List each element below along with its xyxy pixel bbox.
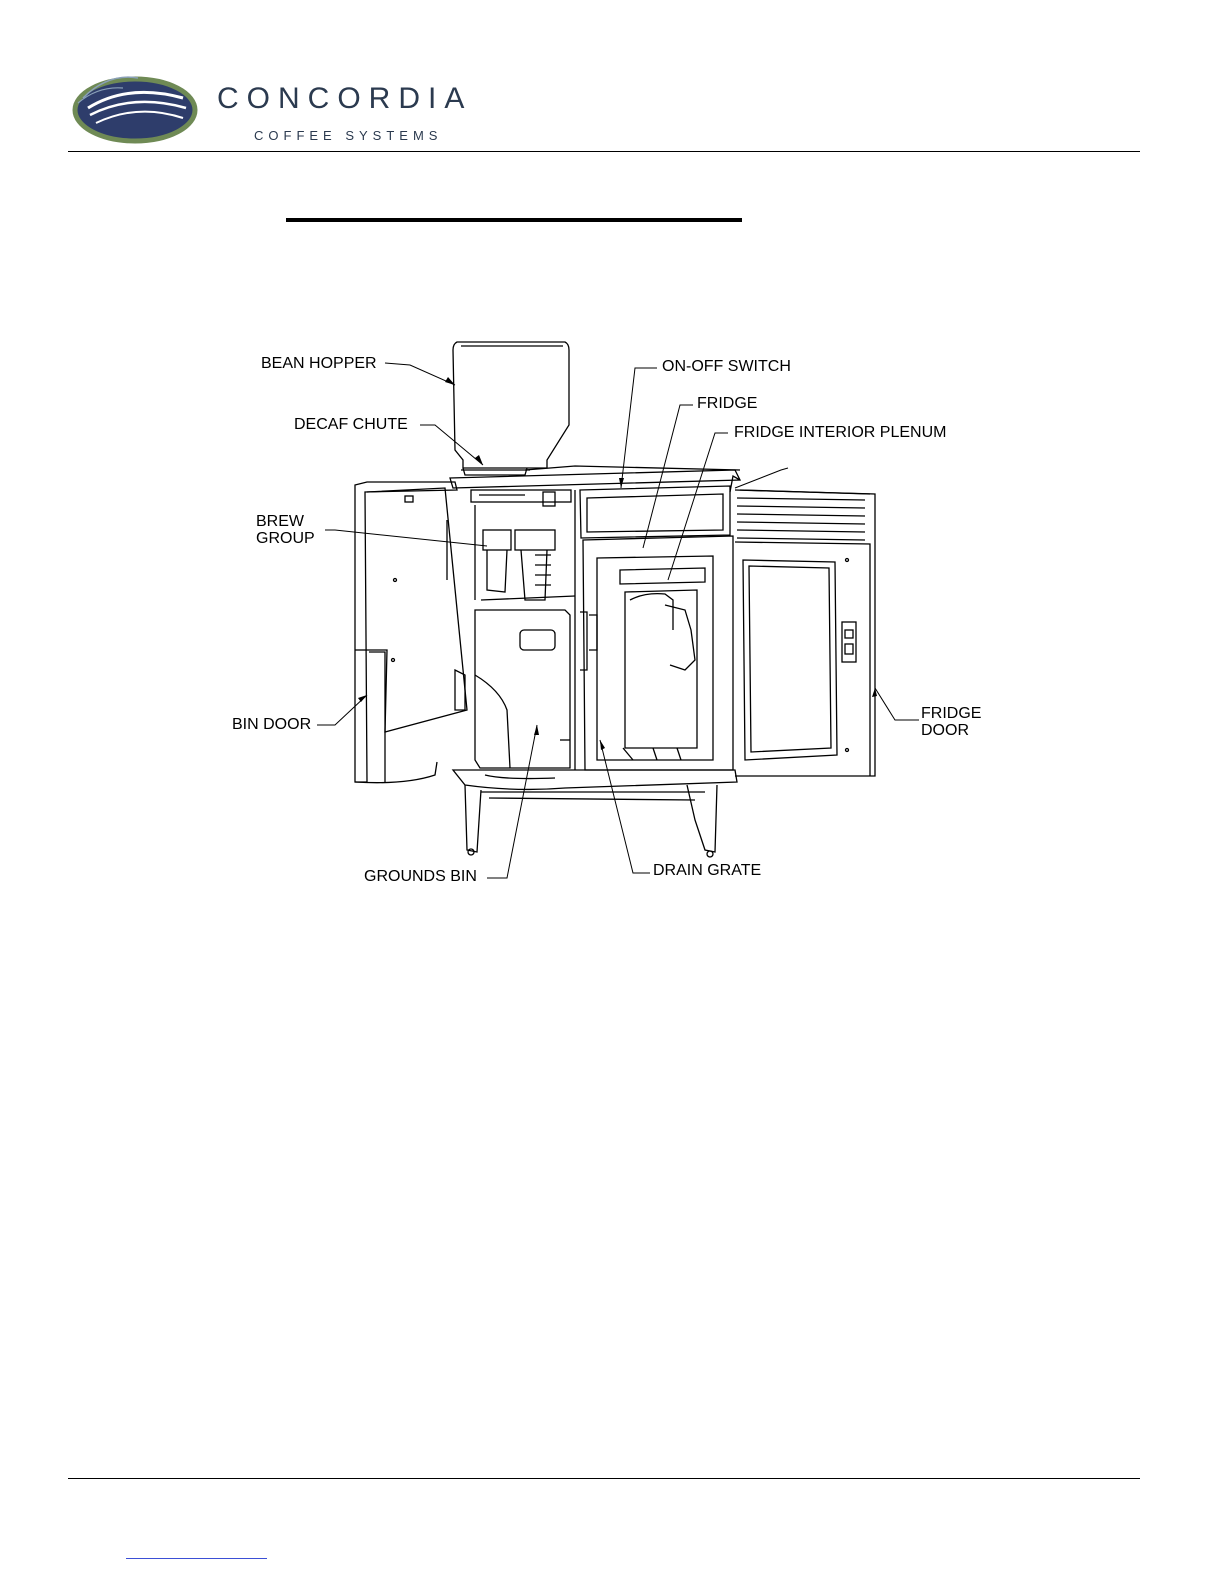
machine-base-drawing xyxy=(453,770,737,857)
label-fridge: FRIDGE xyxy=(697,395,758,412)
label-bean-hopper: BEAN HOPPER xyxy=(261,355,377,372)
brand-subtitle: COFFEE SYSTEMS xyxy=(254,128,443,143)
leader-fridge-interior-plenum xyxy=(668,433,728,580)
header-divider xyxy=(68,151,1140,152)
logo-emblem xyxy=(68,68,218,148)
leader-on-off-switch xyxy=(621,368,657,488)
grounds-bin-drawing xyxy=(475,610,570,768)
label-brew-group: BREW GROUP xyxy=(256,513,315,547)
leader-bean-hopper xyxy=(385,363,455,385)
label-fridge-interior-plenum: FRIDGE INTERIOR PLENUM xyxy=(734,424,947,441)
leader-decaf-chute xyxy=(420,425,483,465)
label-drain-grate: DRAIN GRATE xyxy=(653,862,762,879)
label-fridge-door: FRIDGE DOOR xyxy=(921,705,982,739)
title-underline xyxy=(286,218,742,222)
fridge-drawing xyxy=(580,486,733,770)
fridge-door-drawing xyxy=(730,476,875,776)
leader-grounds-bin xyxy=(487,725,537,878)
leader-vent xyxy=(735,468,788,488)
bin-door-drawing xyxy=(355,482,467,783)
brew-group-drawing xyxy=(471,490,575,600)
footer-link-underline[interactable] xyxy=(126,1558,267,1559)
label-on-off-switch: ON-OFF SWITCH xyxy=(662,358,791,375)
label-decaf-chute: DECAF CHUTE xyxy=(294,416,408,433)
footer-divider xyxy=(68,1478,1140,1479)
leader-brew-group xyxy=(325,530,487,546)
label-grounds-bin: GROUNDS BIN xyxy=(364,868,477,885)
brand-name: CONCORDIA xyxy=(217,82,473,115)
label-bin-door: BIN DOOR xyxy=(232,716,312,733)
leader-fridge-door xyxy=(875,688,919,720)
